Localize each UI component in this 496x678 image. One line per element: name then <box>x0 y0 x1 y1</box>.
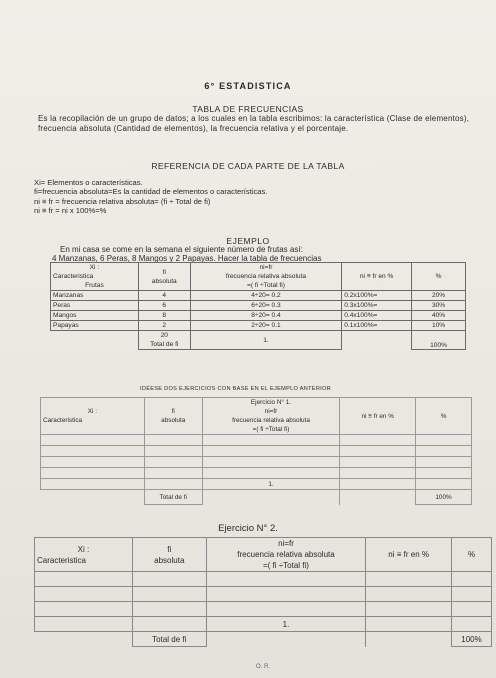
blank-row <box>35 572 492 587</box>
example-heading: EJEMPLO <box>226 236 270 246</box>
row-fi: 6 <box>138 301 190 311</box>
total-row <box>51 331 466 350</box>
row-calc: 6÷20= 0.3 <box>190 301 342 311</box>
total-fi-label: Total de fi <box>132 632 206 647</box>
table-header-row <box>35 538 492 572</box>
blank-row <box>41 446 472 457</box>
header-percent: % <box>412 263 466 291</box>
table-row <box>51 321 466 331</box>
header-caracteristica: Xi : Caracteristica <box>41 398 145 435</box>
header-caracteristica: Xi : Caracteristica Frutas <box>51 263 139 291</box>
blank-row <box>35 617 492 632</box>
exercise-2-title: Ejercicio N° 2. <box>218 523 278 534</box>
header-percent-calc: ni ≡ fr en % <box>342 263 412 291</box>
row-fi: 8 <box>138 311 190 321</box>
header-percent-calc: ni ≡ fr en % <box>340 398 416 435</box>
row-name: Mangos <box>51 311 139 321</box>
row-pct-calc: 0.3x100%= <box>342 301 412 311</box>
row-name: Manzanas <box>51 291 139 301</box>
reference-heading: REFERENCIA DE CADA PARTE DE LA TABLA <box>151 161 345 171</box>
example-statement-1: En mi casa se come en la semana el siguiente número de frutas así: <box>60 245 303 254</box>
row-calc: 8÷20= 0.4 <box>190 311 342 321</box>
table-row <box>51 311 466 321</box>
definition-fi: fi=frecuencia absoluta=Es la cantidad de elementos o características. <box>34 187 268 196</box>
definition-fr: ni ≡ fr = frecuencia relativa absoluta= (fi ÷ Total de fi) <box>34 197 211 206</box>
total-fi-cell: 20 Total de fi <box>138 331 190 350</box>
row-fi: 2 <box>138 321 190 331</box>
header-frecuencia-relativa: ni=fr frecuencia relativa absoluta =( fi ÷Total fi) <box>190 263 342 291</box>
total-relative: 1. <box>202 479 340 490</box>
blank-row <box>41 468 472 479</box>
example-frequency-table <box>50 262 466 350</box>
total-row <box>41 490 472 505</box>
row-calc: 2÷20= 0.1 <box>190 321 342 331</box>
total-relative: 1. <box>190 331 342 350</box>
blank-row <box>35 587 492 602</box>
header-fi: fi absoluta <box>144 398 202 435</box>
table-row <box>51 291 466 301</box>
header-frecuencia-relativa: ni=fr frecuencia relativa absoluta =( fi ÷Total fi) <box>206 538 366 572</box>
row-name: Papayas <box>51 321 139 331</box>
header-percent-calc: ni ≡ fr en % <box>366 538 452 572</box>
row-name: Peras <box>51 301 139 311</box>
intro-paragraph: Es la recopilación de un grupo de datos; a los cuales en la tabla escribimos: la característica (Clase de elementos), frecuencia absoluta (Cantidad de elementos), la frecuencia relativa y el porcentaje. <box>38 114 470 133</box>
instruction-text: IDÉESE DOS EJERCICIOS CON BASE EN EL EJEMPLO ANTERIOR <box>140 386 332 392</box>
row-pct: 20% <box>412 291 466 301</box>
exercise-1-title: Ejercicio N° 1. <box>250 399 292 406</box>
table-header-row <box>51 263 466 291</box>
table-header-row <box>41 398 472 435</box>
definition-xi: Xi= Elementos o características. <box>34 178 143 187</box>
blank-row <box>35 602 492 617</box>
header-percent: % <box>416 398 472 435</box>
row-pct: 40% <box>412 311 466 321</box>
row-pct-calc: 0.1x100%= <box>342 321 412 331</box>
header-percent: % <box>452 538 492 572</box>
blank-row <box>41 457 472 468</box>
blank-row <box>41 435 472 446</box>
row-pct: 30% <box>412 301 466 311</box>
example-statement-2: 4 Manzanas, 6 Peras, 8 Mangos y 2 Papayas. Hacer la tabla de frecuencias <box>52 254 322 263</box>
header-frecuencia-relativa: Ejercicio N° 1. ni=fr frecuencia relativa absoluta =( fi ÷Total fi) <box>202 398 340 435</box>
row-calc: 4÷20= 0.2 <box>190 291 342 301</box>
row-fi: 4 <box>138 291 190 301</box>
total-percent: 100% <box>416 490 472 505</box>
total-relative: 1. <box>206 617 366 632</box>
header-fi: fi absoluta <box>132 538 206 572</box>
total-percent: 100% <box>452 632 492 647</box>
exercise-2-table <box>34 537 492 647</box>
header-caracteristica: Xi : Caracteristica <box>35 538 133 572</box>
definition-percent: ni ≡ fr = ni x 100%=% <box>34 206 107 215</box>
exercise-1-table <box>40 397 472 505</box>
page-title: 6° ESTADISTICA <box>204 81 292 91</box>
row-pct-calc: 0.2x100%= <box>342 291 412 301</box>
row-pct: 10% <box>412 321 466 331</box>
total-percent: 100% <box>412 331 466 350</box>
footer-initials: O. R. <box>256 664 271 670</box>
page-subtitle: TABLA DE FRECUENCIAS <box>192 104 304 114</box>
table-row <box>51 301 466 311</box>
total-fi-label: Total de fi <box>144 490 202 505</box>
header-fi: fi absoluta <box>138 263 190 291</box>
row-pct-calc: 0.4x100%= <box>342 311 412 321</box>
blank-row <box>41 479 472 490</box>
total-row <box>35 632 492 647</box>
